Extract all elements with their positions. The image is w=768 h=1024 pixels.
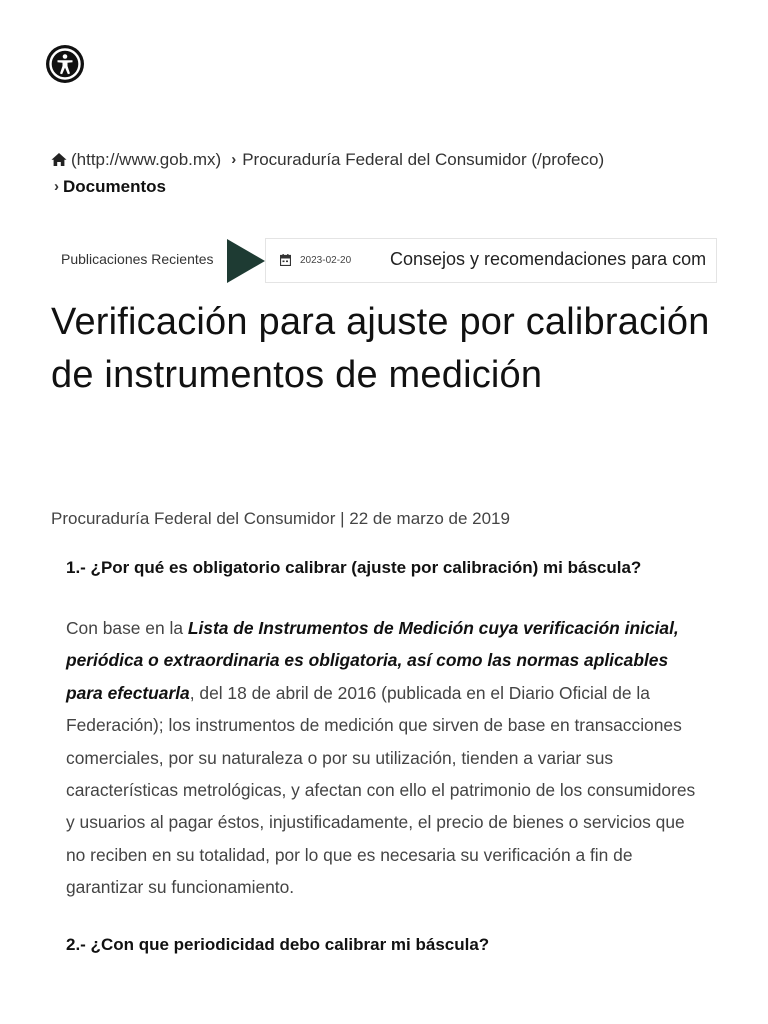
ticker-item[interactable] — [265, 238, 717, 283]
article-byline: Procuraduría Federal del Consumidor | 22 de marzo de 2019 — [51, 509, 510, 528]
page-title: Verificación para ajuste por calibración de instrumentos de medición — [51, 301, 710, 396]
breadcrumb-home-link[interactable]: (http://www.gob.mx) — [71, 150, 222, 169]
calendar-icon — [280, 254, 291, 266]
recent-publications-ticker — [51, 238, 716, 283]
ticker-arrow-icon — [227, 239, 265, 283]
question-2: 2.- ¿Con que periodicidad debo calibrar mi báscula? — [66, 935, 490, 954]
answer-1-paragraph — [66, 612, 706, 904]
breadcrumb-current: Documentos — [63, 177, 166, 196]
breadcrumb — [51, 146, 731, 200]
accessibility-button[interactable] — [46, 45, 84, 83]
ticker-date: 2023-02-20 — [300, 255, 352, 266]
home-icon[interactable] — [51, 152, 67, 167]
breadcrumb-profeco-link[interactable]: Procuraduría Federal del Consumidor (/profeco) — [242, 150, 605, 169]
chevron-right-icon: › — [54, 178, 59, 195]
answer-1-rest: , del 18 de abril de 2016 (publicada en el Diario Oficial de la Federación); los instrumentos de medición que sirven de base en transacciones comerciales, por su naturaleza o por su utilización, tienden a variar sus características metrológicas, y afectan con ello el patrimonio de los consumidores y usuarios al pagar éstos, injustificadamente, el precio de bienes o servicios que no reciben en su totalidad, por lo que es necesaria su verificación a fin de garantizar su funcionamiento. — [66, 682, 696, 898]
answer-1-bold-reference: Lista de Instrumentos de Medición cuya verificación inicial, periódica o extraordinaria es obligatoria, así como las normas aplicables para efectuarla — [66, 618, 679, 703]
ticker-headline[interactable]: Consejos y recomendaciones para com — [390, 249, 707, 269]
accessibility-icon — [46, 45, 84, 83]
chevron-right-icon: › — [231, 151, 237, 168]
question-1: 1.- ¿Por qué es obligatorio calibrar (ajuste por calibración) mi báscula? — [66, 558, 642, 577]
answer-1-intro: Con base en la — [66, 618, 188, 638]
ticker-label: Publicaciones Recientes — [61, 251, 214, 267]
